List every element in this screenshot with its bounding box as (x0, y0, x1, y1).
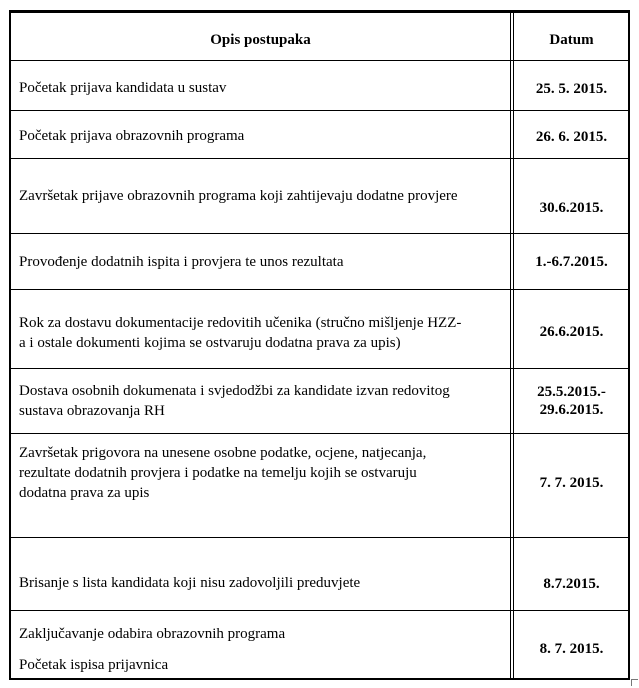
row-date: 30.6.2015. (539, 200, 604, 216)
row-description: Početak prijava obrazovnih programa (19, 128, 245, 144)
row-description: Završetak prigovora na unesene osobne podatke, ocjene, natjecanja, rezultate dodatnih provjera i podatke na temelju kojih se ostvaruju dodatna prava za upis (19, 445, 427, 501)
row-description: Završetak prijave obrazovnih programa koji zahtijevaju dodatne provjere (19, 188, 458, 204)
table-row (11, 289, 628, 369)
row-date: 26.6.2015. (539, 324, 604, 340)
table-row (11, 610, 628, 681)
table-row (11, 233, 628, 290)
row-description: Dostava osobnih dokumenata i svjedodžbi za kandidate izvan redovitog sustava obrazovanja RH (19, 383, 450, 419)
table-row (11, 368, 628, 434)
table-row (11, 537, 628, 611)
row-date: 8.7.2015. (543, 576, 600, 592)
header-datum: Datum (549, 32, 594, 48)
row-description: Provođenje dodatnih ispita i provjera te unos rezultata (19, 254, 344, 270)
schedule-table (9, 10, 630, 680)
row-date: 1.-6.7.2015. (535, 254, 608, 270)
row-date: 26. 6. 2015. (535, 129, 608, 145)
table-row (11, 158, 628, 234)
row-date: 8. 7. 2015. (539, 641, 604, 657)
row-description: Početak prijava kandidata u sustav (19, 80, 227, 96)
row-description: Brisanje s lista kandidata koji nisu zadovoljili preduvjete (19, 575, 361, 591)
row-date: 25. 5. 2015. (535, 81, 608, 97)
row-date: 7. 7. 2015. (539, 475, 604, 491)
table-row (11, 433, 628, 538)
row-description: Zaključavanje odabira obrazovnih programa Početak ispisa prijavnica (19, 626, 286, 673)
header-opis: Opis postupaka (210, 32, 311, 48)
table-row (11, 60, 628, 111)
resize-corner (631, 679, 638, 686)
table-header-row (11, 12, 628, 60)
row-date: 25.5.2015.- 29.6.2015. (537, 384, 606, 418)
table-row (11, 110, 628, 159)
row-description: Rok za dostavu dokumentacije redovitih učenika (stručno mišljenje HZZ- a i ostale dokumenti kojima se ostvaruju dodatna prava za upis) (19, 315, 462, 351)
